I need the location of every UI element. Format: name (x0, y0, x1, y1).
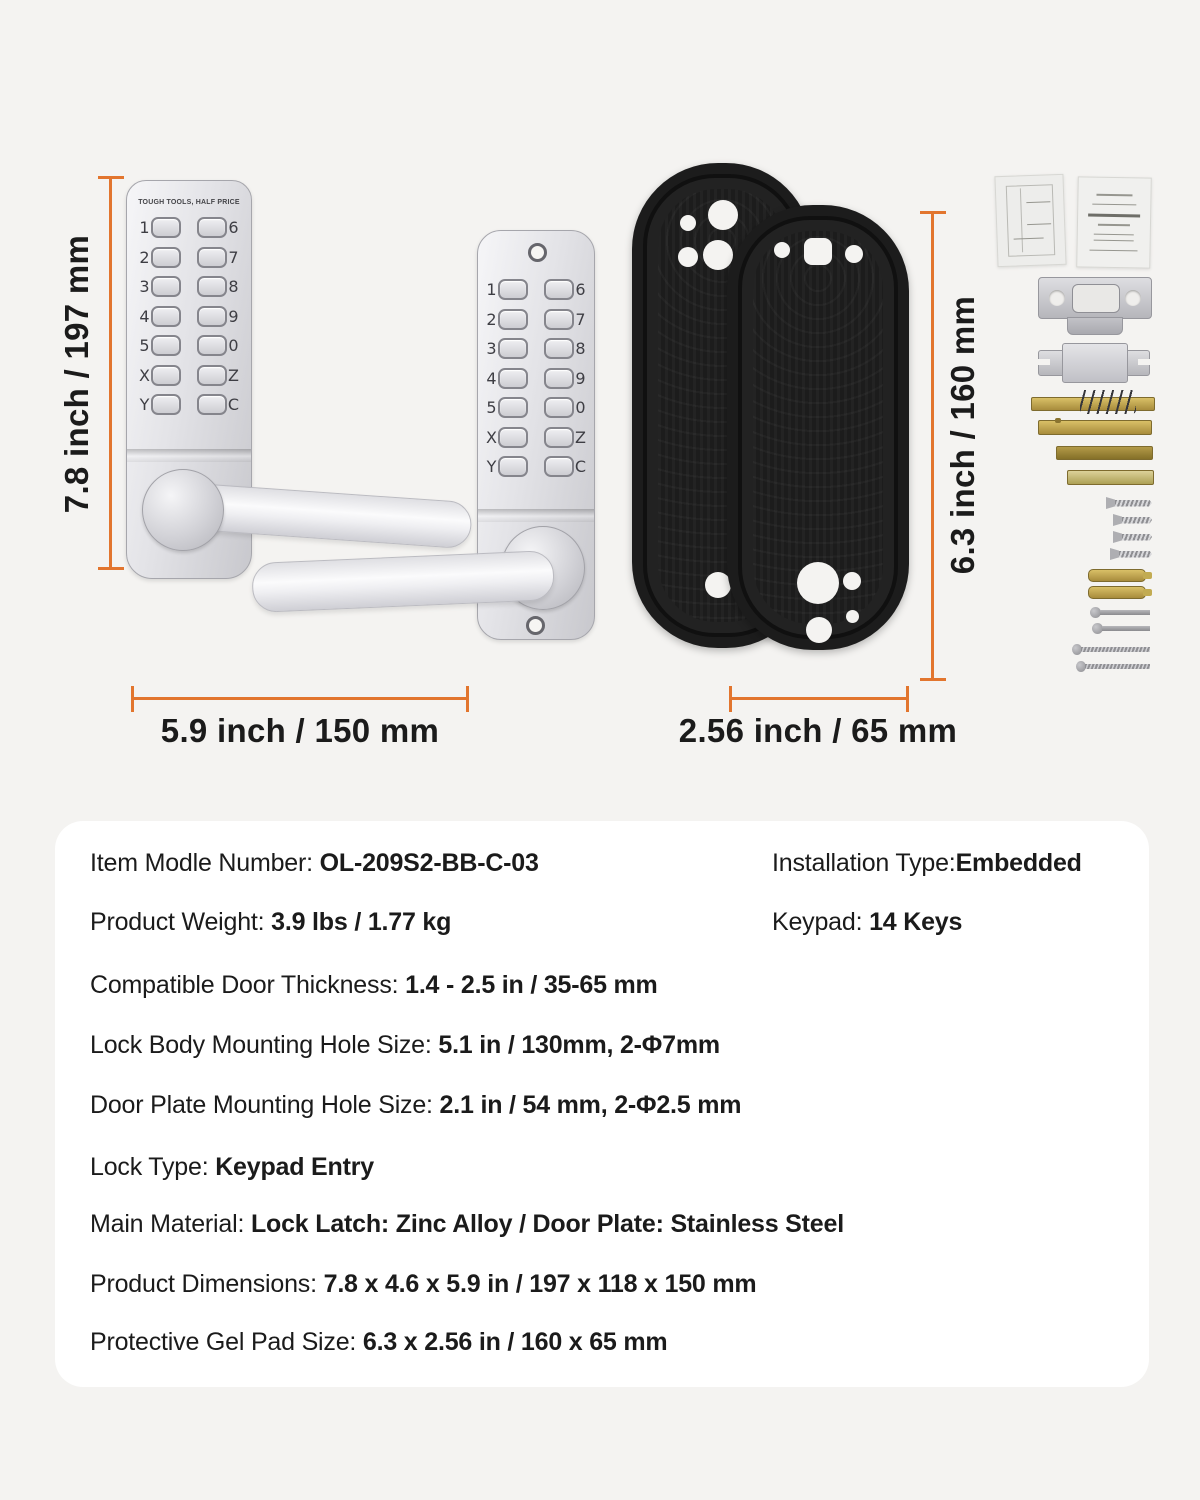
spec-label: Protective Gel Pad Size: (90, 1328, 363, 1356)
screw-hole (526, 616, 545, 635)
spec-row (90, 1208, 844, 1240)
lock-width-label: 5.9 inch / 150 mm (160, 712, 440, 749)
machine-screw (1090, 607, 1150, 618)
keypad-row: X Z (486, 427, 586, 447)
spec-label: Compatible Door Thickness: (90, 971, 406, 999)
spec-row (90, 1029, 720, 1061)
keypad-row: X Z (139, 365, 239, 385)
spec-value: Embedded (955, 849, 1082, 877)
mounting-screw (1106, 497, 1152, 509)
keypad-button (544, 427, 574, 448)
spec-row (90, 847, 539, 879)
spec-row (90, 906, 451, 938)
mounting-screw (1113, 531, 1152, 543)
strike-plate (1038, 277, 1152, 319)
spec-label: Main Material: (90, 1210, 251, 1238)
long-screw (1076, 661, 1150, 672)
dim-line-lock-width (131, 686, 469, 712)
keypad-button (151, 217, 181, 238)
spec-value: 2.1 in / 54 mm, 2-Φ2.5 mm (439, 1091, 742, 1119)
spec-row (90, 1089, 741, 1121)
dim-line-pad-height (920, 211, 946, 681)
screw-hole (528, 243, 547, 262)
keypad-button (197, 306, 227, 327)
spec-row (772, 906, 962, 938)
keypad-button (197, 335, 227, 356)
spec-row (90, 969, 658, 1001)
spec-value: 5.1 in / 130mm, 2-Φ7mm (438, 1031, 720, 1059)
brand-text: TOUGH TOOLS, HALF PRICE (138, 199, 240, 206)
spec-value: Lock Latch: Zinc Alloy / Door Plate: Stainless Steel (250, 1210, 844, 1238)
keypad-button (151, 394, 181, 415)
spec-value: 6.3 x 2.56 in / 160 x 65 mm (362, 1328, 668, 1356)
keypad-row: 1 6 (486, 280, 586, 300)
keypad-row: Y C (486, 457, 587, 477)
keypad-button (151, 276, 181, 297)
keypad-button (498, 309, 528, 330)
keypad-button (544, 368, 574, 389)
installation-template-sheet (994, 174, 1066, 267)
keypad-button (544, 338, 574, 359)
spec-value: OL-209S2-BB-C-03 (319, 849, 539, 877)
spec-value: 1.4 - 2.5 in / 35-65 mm (405, 971, 658, 999)
keypad-row: 4 9 (486, 368, 586, 388)
spec-label: Lock Type: (90, 1153, 216, 1181)
lever-rosette (142, 469, 224, 551)
keypad-button (197, 217, 227, 238)
keypad-row: 5 0 (486, 398, 586, 418)
spec-label: Lock Body Mounting Hole Size: (90, 1031, 439, 1059)
keypad-button (498, 368, 528, 389)
keypad-button (197, 365, 227, 386)
dim-line-lock-height (98, 176, 124, 570)
keypad-button (498, 427, 528, 448)
spec-label: Keypad: (772, 908, 870, 936)
keypad-button (498, 279, 528, 300)
keypad-button (544, 309, 574, 330)
dim-line-pad-width (729, 686, 909, 712)
keypad-row: Y C (139, 395, 240, 415)
keypad-button (498, 338, 528, 359)
spindle-rod-3 (1067, 470, 1154, 485)
spec-row (90, 1268, 756, 1300)
spindle-rod-1 (1038, 420, 1152, 435)
keypad-row: 2 7 (139, 247, 239, 267)
long-screw (1072, 644, 1150, 655)
instruction-manual-sheet (1076, 176, 1152, 268)
keypad-row: 2 7 (486, 309, 586, 329)
keypad-button (544, 397, 574, 418)
machine-screw (1092, 623, 1150, 634)
spec-value: 7.8 x 4.6 x 5.9 in / 197 x 118 x 150 mm (323, 1270, 757, 1298)
spec-value: Keypad Entry (215, 1153, 374, 1181)
spec-label: Item Modle Number: (90, 849, 320, 877)
keypad-row: 3 8 (486, 339, 586, 359)
keypad-row: 5 0 (139, 336, 239, 356)
keypad-button (197, 247, 227, 268)
keypad-button (151, 365, 181, 386)
keypad-button (151, 335, 181, 356)
pad-height-label: 6.3 inch / 160 mm (944, 295, 981, 575)
spec-label: Product Dimensions: (90, 1270, 324, 1298)
keypad-row: 1 6 (139, 218, 239, 238)
keypad-button (151, 306, 181, 327)
keypad-button (544, 279, 574, 300)
brass-post (1088, 569, 1146, 582)
keypad-button (197, 276, 227, 297)
keypad-button (498, 397, 528, 418)
spec-row (772, 847, 1082, 879)
spec-value: 3.9 lbs / 1.77 kg (271, 908, 452, 936)
keypad-button (197, 394, 227, 415)
spec-card (55, 821, 1149, 1387)
mounting-screw (1110, 548, 1152, 560)
keypad-row: 3 8 (139, 277, 239, 297)
keypad-button (544, 456, 574, 477)
keypad-button (151, 247, 181, 268)
spring (1080, 390, 1136, 414)
spec-row (90, 1151, 374, 1183)
spindle-rod-2 (1056, 446, 1153, 460)
brass-post (1088, 586, 1146, 599)
latch-case (1038, 343, 1150, 381)
mounting-screw (1113, 514, 1152, 526)
spec-label: Installation Type: (772, 849, 956, 877)
keypad-row: 4 9 (139, 306, 239, 326)
strike-plate-tab (1067, 317, 1123, 335)
spec-row (90, 1326, 667, 1358)
gel-pad-front (727, 205, 909, 650)
spec-label: Door Plate Mounting Hole Size: (90, 1091, 440, 1119)
keypad-button (498, 456, 528, 477)
pad-width-label: 2.56 inch / 65 mm (678, 712, 958, 749)
spec-label: Product Weight: (90, 908, 272, 936)
lock-height-label: 7.8 inch / 197 mm (58, 234, 95, 514)
spec-value: 14 Keys (869, 908, 963, 936)
